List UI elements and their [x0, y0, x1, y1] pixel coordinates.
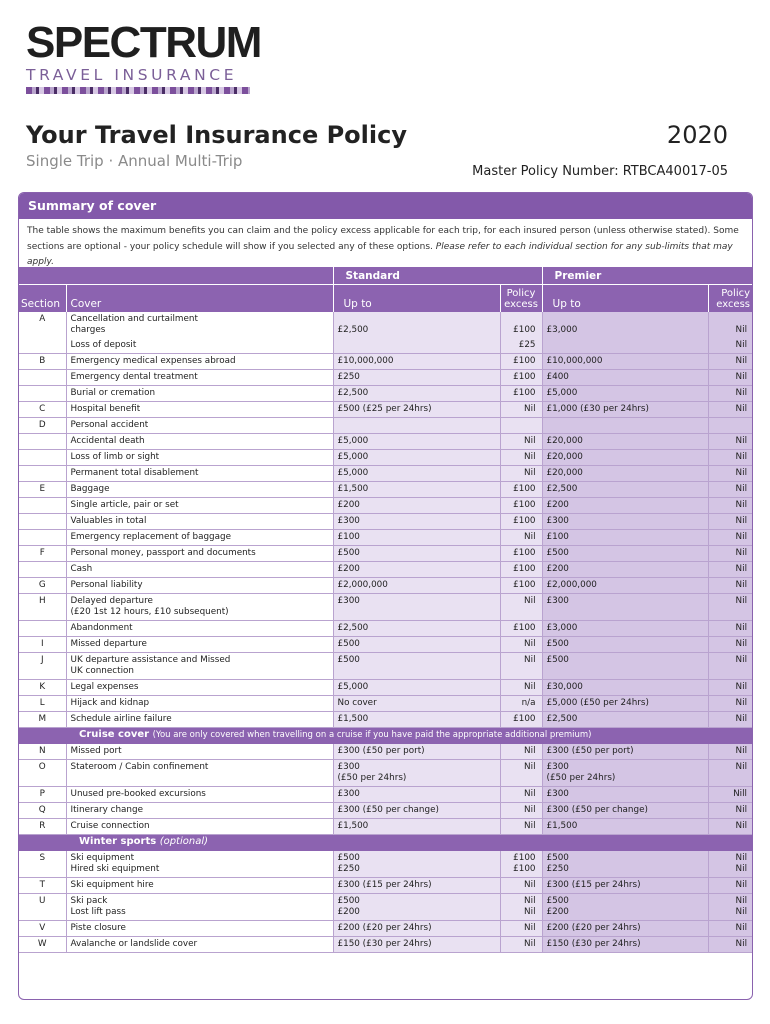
cover-cell: Permanent total disablement	[66, 466, 333, 482]
cover-cell: Avalanche or landslide cover	[66, 937, 333, 953]
premier-excess-cell: Nil	[708, 921, 752, 937]
table-row	[19, 680, 752, 696]
premier-up-to-cell	[542, 418, 708, 434]
premier-excess-cell: Nil	[708, 530, 752, 546]
cover-rows	[19, 312, 752, 728]
standard-excess-cell: £100	[500, 498, 542, 514]
page-subtitle: Single Trip · Annual Multi-Trip	[26, 152, 243, 170]
premier-up-to-cell: £20,000	[542, 450, 708, 466]
table-row	[19, 498, 752, 514]
section-cell	[19, 621, 66, 637]
standard-excess-cell: Nil	[500, 637, 542, 653]
cover-cell: Ski equipment hire	[66, 878, 333, 894]
winter-sports-band	[19, 835, 752, 852]
section-cell: C	[19, 402, 66, 418]
premier-excess-cell: Nil	[708, 498, 752, 514]
premier-excess-cell: Nil	[708, 482, 752, 498]
cover-cell: Missed port	[66, 744, 333, 760]
header-premier-excess	[708, 285, 752, 313]
premier-excess-cell: Nil	[708, 338, 752, 354]
standard-excess-cell: £100	[500, 354, 542, 370]
excess-word-policy: Policy	[506, 288, 536, 299]
standard-excess-cell: £100	[500, 712, 542, 728]
standard-excess-cell: Nil	[500, 744, 542, 760]
standard-up-to-cell: £250	[333, 370, 500, 386]
standard-up-to-cell: £500 (£25 per 24hrs)	[333, 402, 500, 418]
standard-up-to-cell: £150 (£30 per 24hrs)	[333, 937, 500, 953]
table-row	[19, 621, 752, 637]
section-cell: Q	[19, 803, 66, 819]
premier-up-to-cell: £20,000	[542, 434, 708, 450]
standard-excess-cell: £100	[500, 482, 542, 498]
section-cell	[19, 386, 66, 402]
logo-wordmark: SPECTRUM	[26, 18, 261, 67]
premier-excess-cell: Nil	[708, 450, 752, 466]
cover-cell: Piste closure	[66, 921, 333, 937]
section-cell: M	[19, 712, 66, 728]
standard-up-to-cell: No cover	[333, 696, 500, 712]
section-cell: B	[19, 354, 66, 370]
table-row	[19, 653, 752, 680]
premier-excess-cell: Nil	[708, 621, 752, 637]
section-cell	[19, 562, 66, 578]
intro-text: The table shows the maximum benefits you can claim and the policy excess applicable for each trip, for each insured person (unless otherwise stated). Some sections are optional - your policy schedule will show if you selected any of these options.	[27, 226, 739, 252]
cruise-cover-band	[19, 728, 752, 745]
premier-up-to-cell: £5,000 (£50 per 24hrs)	[542, 696, 708, 712]
section-cell: H	[19, 594, 66, 621]
standard-excess-cell: Nil	[500, 434, 542, 450]
standard-up-to-cell: £5,000	[333, 434, 500, 450]
premier-excess-cell: Nil	[708, 712, 752, 728]
standard-excess-cell: £100	[500, 514, 542, 530]
excess-word-policy: Policy	[721, 288, 751, 299]
header-standard-up-to: Up to	[333, 285, 500, 313]
cover-cell: Hospital benefit	[66, 402, 333, 418]
standard-up-to-cell: £500 £200	[333, 894, 500, 921]
premier-up-to-cell: £20,000	[542, 466, 708, 482]
standard-up-to-cell: £1,500	[333, 482, 500, 498]
table-row	[19, 530, 752, 546]
summary-intro	[19, 219, 752, 267]
table-row	[19, 418, 752, 434]
section-cell	[19, 514, 66, 530]
premier-up-to-cell: £1,500	[542, 819, 708, 835]
table-row	[19, 402, 752, 418]
section-cell	[19, 466, 66, 482]
cover-cell: Valuables in total	[66, 514, 333, 530]
premier-up-to-cell	[542, 338, 708, 354]
standard-up-to-cell: £500	[333, 637, 500, 653]
standard-label: Standard	[345, 269, 400, 282]
premier-excess-cell: Nil	[708, 312, 752, 338]
cover-cell: Ski equipment Hired ski equipment	[66, 851, 333, 878]
standard-up-to-cell: £500	[333, 653, 500, 680]
table-row	[19, 514, 752, 530]
table-row	[19, 338, 752, 354]
premier-excess-cell: Nil	[708, 819, 752, 835]
standard-excess-cell: £100	[500, 370, 542, 386]
premier-excess-cell: Nil	[708, 744, 752, 760]
table-row	[19, 894, 752, 921]
standard-up-to-cell: £300 (£15 per 24hrs)	[333, 878, 500, 894]
cover-cell: Personal accident	[66, 418, 333, 434]
table-row	[19, 578, 752, 594]
premier-excess-cell: Nil	[708, 937, 752, 953]
standard-up-to-cell: £1,500	[333, 712, 500, 728]
premier-excess-cell: Nil	[708, 680, 752, 696]
cover-cell: Emergency medical expenses abroad	[66, 354, 333, 370]
premier-up-to-cell: £500	[542, 653, 708, 680]
standard-up-to-cell: £200 (£20 per 24hrs)	[333, 921, 500, 937]
premier-up-to-cell: £500 £250	[542, 851, 708, 878]
winter-sports-label: Winter sports	[79, 836, 157, 847]
standard-up-to-cell: £2,500	[333, 386, 500, 402]
section-cell: P	[19, 787, 66, 803]
section-cell: R	[19, 819, 66, 835]
cover-cell: Missed departure	[66, 637, 333, 653]
cover-cell: Loss of limb or sight	[66, 450, 333, 466]
premier-excess-cell: Nil	[708, 696, 752, 712]
premier-excess-cell: Nil	[708, 354, 752, 370]
standard-up-to-cell: £2,000,000	[333, 578, 500, 594]
standard-excess-cell: £25	[500, 338, 542, 354]
cruise-cover-label: Cruise cover	[79, 729, 150, 740]
premier-excess-cell: Nil	[708, 803, 752, 819]
section-cell: U	[19, 894, 66, 921]
premier-excess-cell: Nil	[708, 466, 752, 482]
logo-pattern-strip	[26, 87, 250, 94]
table-row	[19, 312, 752, 338]
section-cell	[19, 338, 66, 354]
standard-excess-cell: Nil	[500, 450, 542, 466]
standard-excess-cell: Nil	[500, 921, 542, 937]
standard-excess-cell: Nil	[500, 760, 542, 787]
premier-up-to-cell: £300 (£50 per port)	[542, 744, 708, 760]
table-row	[19, 354, 752, 370]
table-row	[19, 637, 752, 653]
cover-cell: Loss of deposit	[66, 338, 333, 354]
standard-excess-cell: Nil	[500, 402, 542, 418]
premier-excess-cell: Nil	[708, 562, 752, 578]
cover-cell: Schedule airline failure	[66, 712, 333, 728]
premier-excess-cell: Nil	[708, 760, 752, 787]
cruise-rows	[19, 744, 752, 835]
section-cell: N	[19, 744, 66, 760]
section-cell: J	[19, 653, 66, 680]
standard-excess-cell: Nil	[500, 466, 542, 482]
standard-up-to-cell: £5,000	[333, 680, 500, 696]
standard-up-to-cell: £1,500	[333, 819, 500, 835]
standard-up-to-cell: £10,000,000	[333, 354, 500, 370]
premier-excess-cell: Nil	[708, 514, 752, 530]
standard-excess-cell: Nil	[500, 530, 542, 546]
standard-up-to-cell: £5,000	[333, 466, 500, 482]
table-row	[19, 712, 752, 728]
standard-excess-cell: n/a	[500, 696, 542, 712]
table-row	[19, 594, 752, 621]
premier-up-to-cell: £1,000 (£30 per 24hrs)	[542, 402, 708, 418]
premier-up-to-cell: £300	[542, 787, 708, 803]
section-cell: V	[19, 921, 66, 937]
table-row	[19, 450, 752, 466]
table-row	[19, 370, 752, 386]
section-cell: S	[19, 851, 66, 878]
table-row	[19, 546, 752, 562]
section-cell: E	[19, 482, 66, 498]
premier-up-to-cell: £300 (£50 per 24hrs)	[542, 760, 708, 787]
premier-excess-cell: Nill	[708, 787, 752, 803]
standard-up-to-cell: £300	[333, 594, 500, 621]
standard-excess-cell: Nil	[500, 803, 542, 819]
cover-cell: Stateroom / Cabin confinement	[66, 760, 333, 787]
standard-up-to-cell	[333, 418, 500, 434]
standard-excess-cell: £100	[500, 578, 542, 594]
table-row	[19, 434, 752, 450]
premier-up-to-cell: £300 (£50 per change)	[542, 803, 708, 819]
standard-up-to-cell: £200	[333, 562, 500, 578]
excess-word-excess: excess	[716, 299, 751, 310]
header-cover: Cover	[66, 285, 333, 313]
premier-excess-cell: Nil Nil	[708, 894, 752, 921]
premier-up-to-cell: £2,500	[542, 712, 708, 728]
cover-cell: Delayed departure (£20 1st 12 hours, £10 subsequent)	[66, 594, 333, 621]
table-row	[19, 744, 752, 760]
premier-up-to-cell: £300 (£15 per 24hrs)	[542, 878, 708, 894]
standard-excess-cell	[500, 418, 542, 434]
cover-cell: Personal liability	[66, 578, 333, 594]
standard-excess-cell: Nil	[500, 680, 542, 696]
standard-excess-cell: £100	[500, 562, 542, 578]
table-row	[19, 937, 752, 953]
table-row	[19, 921, 752, 937]
premier-excess-cell: Nil	[708, 402, 752, 418]
section-cell: W	[19, 937, 66, 953]
intro-italic-note: Please refer to each individual section for any sub-limits that may apply.	[27, 241, 733, 267]
standard-up-to-cell: £300	[333, 787, 500, 803]
excess-word-excess: excess	[504, 299, 538, 310]
table-row	[19, 851, 752, 878]
cover-cell: Cruise connection	[66, 819, 333, 835]
logo-tagline: TRAVEL INSURANCE	[26, 66, 238, 84]
section-cell	[19, 434, 66, 450]
master-policy-number: Master Policy Number: RTBCA40017-05	[472, 164, 728, 179]
section-cell	[19, 450, 66, 466]
spectrum-logo	[26, 18, 261, 94]
cover-cell: Single article, pair or set	[66, 498, 333, 514]
table-row	[19, 787, 752, 803]
cover-cell: Cancellation and curtailment charges	[66, 312, 333, 338]
section-cell: F	[19, 546, 66, 562]
table-row	[19, 466, 752, 482]
winter-rows	[19, 851, 752, 953]
premier-up-to-cell: £150 (£30 per 24hrs)	[542, 937, 708, 953]
premier-up-to-cell: £2,500	[542, 482, 708, 498]
table-row	[19, 386, 752, 402]
cover-table	[19, 267, 752, 953]
premier-up-to-cell: £300	[542, 594, 708, 621]
premier-excess-cell: Nil	[708, 578, 752, 594]
cover-cell: Accidental death	[66, 434, 333, 450]
header-standard	[333, 267, 542, 285]
premier-up-to-cell: £200	[542, 498, 708, 514]
premier-excess-cell: Nil	[708, 653, 752, 680]
premier-up-to-cell: £3,000	[542, 621, 708, 637]
premier-label: Premier	[554, 269, 602, 282]
standard-up-to-cell: £300 (£50 per 24hrs)	[333, 760, 500, 787]
cover-cell: Legal expenses	[66, 680, 333, 696]
header-premier	[542, 267, 752, 285]
premier-up-to-cell: £30,000	[542, 680, 708, 696]
standard-excess-cell: Nil	[500, 594, 542, 621]
premier-up-to-cell: £500	[542, 637, 708, 653]
premier-excess-cell: Nil	[708, 637, 752, 653]
standard-excess-cell: Nil	[500, 819, 542, 835]
standard-excess-cell: Nil	[500, 653, 542, 680]
cover-cell: Ski pack Lost lift pass	[66, 894, 333, 921]
premier-up-to-cell: £100	[542, 530, 708, 546]
cruise-band	[19, 728, 752, 745]
standard-up-to-cell: £2,500	[333, 621, 500, 637]
table-row	[19, 562, 752, 578]
section-cell: T	[19, 878, 66, 894]
section-cell: A	[19, 312, 66, 338]
table-row	[19, 819, 752, 835]
cover-cell: Itinerary change	[66, 803, 333, 819]
summary-heading: Summary of cover	[19, 193, 752, 219]
header-standard-excess	[500, 285, 542, 313]
cover-cell: Hijack and kidnap	[66, 696, 333, 712]
premier-up-to-cell: £5,000	[542, 386, 708, 402]
standard-up-to-cell: £5,000	[333, 450, 500, 466]
standard-excess-cell: £100	[500, 386, 542, 402]
section-cell	[19, 498, 66, 514]
cover-cell: Abandonment	[66, 621, 333, 637]
page-title: Your Travel Insurance Policy	[26, 121, 407, 149]
premier-excess-cell: Nil	[708, 594, 752, 621]
table-row	[19, 696, 752, 712]
premier-up-to-cell: £2,000,000	[542, 578, 708, 594]
table-row	[19, 803, 752, 819]
table-row	[19, 482, 752, 498]
table-row	[19, 878, 752, 894]
premier-up-to-cell: £300	[542, 514, 708, 530]
premier-excess-cell: Nil	[708, 434, 752, 450]
premier-excess-cell	[708, 418, 752, 434]
standard-up-to-cell: £300 (£50 per change)	[333, 803, 500, 819]
section-cell: O	[19, 760, 66, 787]
section-cell: I	[19, 637, 66, 653]
premier-excess-cell: Nil	[708, 546, 752, 562]
premier-up-to-cell: £500	[542, 546, 708, 562]
section-cell: G	[19, 578, 66, 594]
section-cell	[19, 530, 66, 546]
cover-cell: Emergency dental treatment	[66, 370, 333, 386]
premier-excess-cell: Nil Nil	[708, 851, 752, 878]
premier-up-to-cell: £10,000,000	[542, 354, 708, 370]
premier-up-to-cell: £200 (£20 per 24hrs)	[542, 921, 708, 937]
standard-up-to-cell: £2,500	[333, 312, 500, 338]
standard-up-to-cell: £100	[333, 530, 500, 546]
standard-up-to-cell	[333, 338, 500, 354]
cover-cell: Emergency replacement of baggage	[66, 530, 333, 546]
standard-up-to-cell: £500 £250	[333, 851, 500, 878]
standard-up-to-cell: £500	[333, 546, 500, 562]
standard-up-to-cell: £200	[333, 498, 500, 514]
standard-excess-cell: £100	[500, 621, 542, 637]
policy-year: 2020	[666, 121, 728, 149]
cover-cell: Unused pre-booked excursions	[66, 787, 333, 803]
section-cell: K	[19, 680, 66, 696]
premier-excess-cell: Nil	[708, 878, 752, 894]
table-row	[19, 760, 752, 787]
cover-cell: Burial or cremation	[66, 386, 333, 402]
standard-up-to-cell: £300 (£50 per port)	[333, 744, 500, 760]
cover-cell: Cash	[66, 562, 333, 578]
cover-cell: UK departure assistance and Missed UK connection	[66, 653, 333, 680]
standard-up-to-cell: £300	[333, 514, 500, 530]
premier-up-to-cell: £400	[542, 370, 708, 386]
premier-excess-cell: Nil	[708, 370, 752, 386]
premier-up-to-cell: £3,000	[542, 312, 708, 338]
cruise-cover-note: (You are only covered when travelling on a cruise if you have paid the appropriate additional premium)	[152, 730, 592, 740]
premier-up-to-cell: £200	[542, 562, 708, 578]
winter-sports-optional: (optional)	[159, 836, 209, 847]
winter-band	[19, 835, 752, 852]
section-cell	[19, 370, 66, 386]
standard-excess-cell: Nil	[500, 878, 542, 894]
summary-of-cover-panel	[18, 192, 753, 1000]
premier-excess-cell: Nil	[708, 386, 752, 402]
standard-excess-cell: Nil	[500, 937, 542, 953]
section-cell: L	[19, 696, 66, 712]
cover-cell: Personal money, passport and documents	[66, 546, 333, 562]
standard-excess-cell: £100	[500, 312, 542, 338]
header-premier-up-to: Up to	[542, 285, 708, 313]
section-cell: D	[19, 418, 66, 434]
premier-up-to-cell: £500 £200	[542, 894, 708, 921]
standard-excess-cell: Nil	[500, 787, 542, 803]
standard-excess-cell: Nil Nil	[500, 894, 542, 921]
header-blank	[19, 267, 333, 285]
header-section: Section	[19, 285, 66, 313]
standard-excess-cell: £100	[500, 546, 542, 562]
cover-cell: Baggage	[66, 482, 333, 498]
standard-excess-cell: £100 £100	[500, 851, 542, 878]
